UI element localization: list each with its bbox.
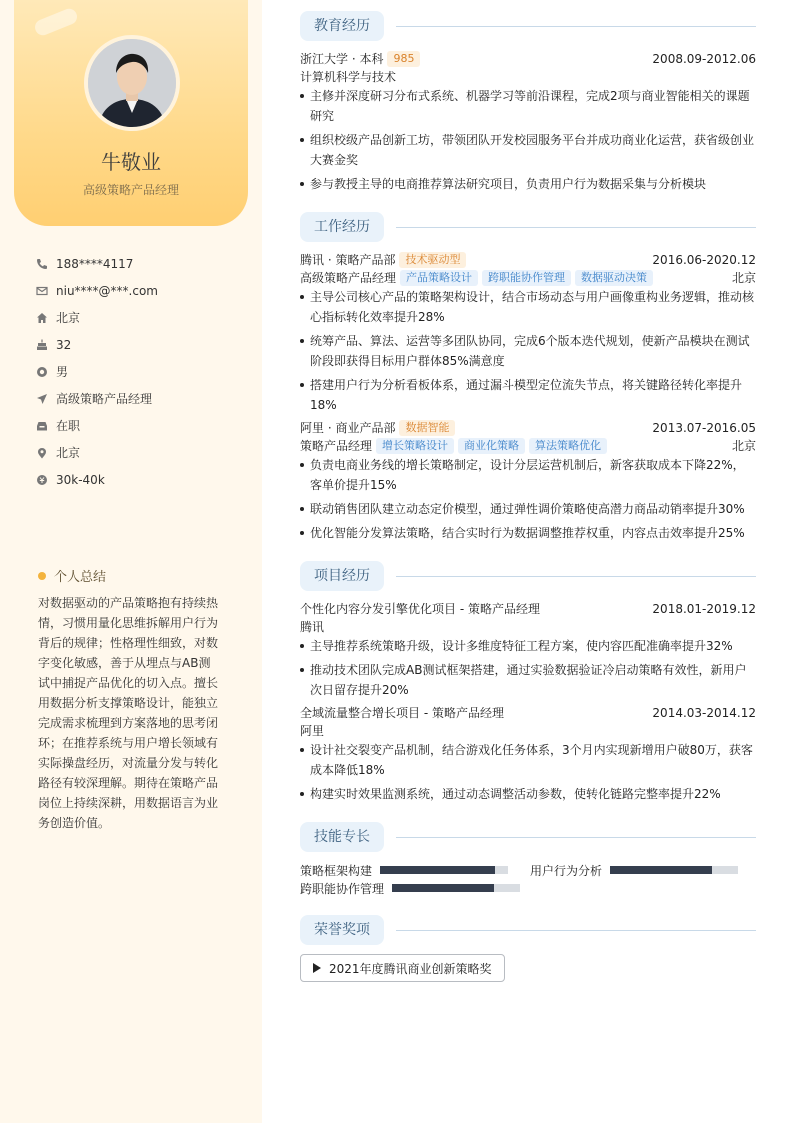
- summary-heading: [38, 566, 106, 585]
- project-company: 腾讯: [300, 620, 325, 634]
- skill-bar-fill: [392, 884, 494, 892]
- job-city: 北京: [731, 439, 756, 453]
- list-item: 主导公司核心产品的策略架构设计，结合市场动态与用户画像重构业务逻辑，推动核心指标转化效率提升28%: [300, 287, 756, 327]
- list-item: 优化智能分发算法策略，结合实时行为数据调整推荐权重，内容点击效率提升25%: [300, 523, 756, 543]
- play-triangle-icon: [313, 963, 321, 973]
- section-education: [300, 11, 756, 41]
- section-projects: [300, 561, 756, 591]
- sidebar: [0, 0, 262, 1123]
- education-bullets: [300, 86, 756, 198]
- skill-bar-track: [380, 866, 508, 874]
- contact-value: 男: [56, 365, 69, 379]
- school-tag: 985: [387, 51, 420, 67]
- contact-hometown: [36, 304, 246, 331]
- list-item: 统筹产品、算法、运营等多团队协同，完成6个版本迭代规划，使新产品模块在测试阶段即获得目标用户群体85%满意度: [300, 331, 756, 371]
- list-item: 负责电商业务线的增长策略制定，设计分层运营机制后，新客获取成本下降22%，客单价提升15%: [300, 455, 756, 495]
- contact-value: 30k-40k: [56, 472, 105, 487]
- skill-tag: 商业化策略: [458, 438, 525, 454]
- job-city: 北京: [731, 271, 756, 285]
- job-role: 高级策略产品经理: [300, 271, 397, 285]
- send-icon: [36, 393, 48, 405]
- contact-value: 在职: [56, 419, 81, 433]
- project-period: 2014.03-2014.12: [652, 706, 756, 720]
- section-awards: [300, 915, 756, 945]
- project-header: [300, 704, 756, 722]
- contact-email: [36, 277, 246, 304]
- avatar: [88, 39, 176, 127]
- section-divider: [396, 837, 756, 838]
- contact-value: niu****@***.com: [56, 283, 158, 298]
- contact-position: [36, 385, 246, 412]
- skill-item: [530, 861, 738, 879]
- project-bullets: [300, 740, 756, 808]
- section-title: 荣誉奖项: [300, 915, 384, 945]
- skill-bar-fill: [610, 866, 712, 874]
- section-title: 技能专长: [300, 822, 384, 852]
- section-work: [300, 212, 756, 242]
- skill-name: 策略框架构建: [300, 863, 373, 878]
- contact-status: [36, 412, 246, 439]
- person-title: 高级策略产品经理: [82, 183, 179, 197]
- job-company: 腾讯 · 策略产品部: [300, 253, 396, 267]
- section-title: 教育经历: [300, 11, 384, 41]
- summary-text: 对数据驱动的产品策略抱有持续热情，习惯用量化思维拆解用户行为背后的规律；性格理性细致，对数字变化敏感，善于从埋点与AB测试中捕捉产品优化的切入点。擅长用数据分析支撑策略设计，能独立完成需求梳理到方案落地的思考闭环；在推荐系统与用户增长领域有实际操盘经历，对流量分发与转化路径有较深理解。期待在策略产品岗位上持续深耕，用数据语言为业务创造价值。: [38, 596, 219, 830]
- location-pin-icon: [36, 447, 48, 459]
- project-name: 个性化内容分发引擎优化项目 - 策略产品经理: [300, 602, 540, 616]
- list-item: 设计社交裂变产品机制，结合游戏化任务体系，3个月内实现新增用户破80万，获客成本降低18%: [300, 740, 756, 780]
- job-company-tag: 数据智能: [399, 420, 455, 436]
- job-period: 2016.06-2020.12: [652, 253, 756, 267]
- award-label: 2021年度腾讯商业创新策略奖: [329, 961, 492, 976]
- contact-age: [36, 331, 246, 358]
- avatar-portrait: [88, 39, 176, 127]
- section-title: 项目经历: [300, 561, 384, 591]
- phone-icon: [36, 258, 48, 270]
- school-name: 浙江大学 · 本科: [300, 52, 384, 66]
- section-divider: [396, 576, 756, 577]
- section-divider: [396, 227, 756, 228]
- summary-heading-label: 个人总结: [54, 570, 107, 585]
- contact-value: 北京: [56, 311, 81, 325]
- skill-bar-track: [392, 884, 520, 892]
- list-item: 主导推荐系统策略升级，设计多维度特征工程方案，使内容匹配准确率提升32%: [300, 636, 756, 656]
- skill-tag: 算法策略优化: [529, 438, 607, 454]
- job-company: 阿里 · 商业产品部: [300, 421, 396, 435]
- section-skills: [300, 822, 756, 852]
- list-item: 构建实时效果监测系统，通过动态调整活动参数，使转化链路完整率提升22%: [300, 784, 756, 804]
- list-item: 联动销售团队建立动态定价模型，通过弹性调价策略使高潜力商品动销率提升30%: [300, 499, 756, 519]
- job-role: 策略产品经理: [300, 439, 373, 453]
- project-period: 2018.01-2019.12: [652, 602, 756, 616]
- home-icon: [36, 312, 48, 324]
- bullet-dot-icon: [38, 572, 46, 580]
- cake-icon: [36, 339, 48, 351]
- project-name: 全域流量整合增长项目 - 策略产品经理: [300, 706, 504, 720]
- contact-value: 188****4117: [56, 256, 134, 271]
- skill-name: 用户行为分析: [530, 863, 603, 878]
- salary-icon: [36, 474, 48, 486]
- job-bullets: [300, 455, 756, 547]
- skill-tag: 产品策略设计: [400, 270, 478, 286]
- job-bullets: [300, 287, 756, 419]
- contact-list: [36, 250, 246, 493]
- list-item: 推动技术团队完成AB测试框架搭建，通过实验数据验证冷启动策略有效性，新用户次日留存提升20%: [300, 660, 756, 700]
- skill-tag: 数据驱动决策: [575, 270, 653, 286]
- contact-salary: [36, 466, 246, 493]
- list-item: 主修并深度研习分布式系统、机器学习等前沿课程，完成2项与商业智能相关的课题研究: [300, 86, 756, 126]
- job-role-row: [300, 269, 756, 287]
- section-title: 工作经历: [300, 212, 384, 242]
- education-period: 2008.09-2012.06: [652, 52, 756, 66]
- skill-item: [300, 861, 508, 879]
- mail-icon: [36, 285, 48, 297]
- project-header: [300, 600, 756, 618]
- project-company: 阿里: [300, 724, 325, 738]
- contact-location: [36, 439, 246, 466]
- skill-bar-fill: [380, 866, 495, 874]
- skill-name: 跨职能协作管理: [300, 881, 385, 896]
- job-header: [300, 251, 756, 269]
- education-header: [300, 50, 756, 68]
- contact-value: 北京: [56, 446, 81, 460]
- section-divider: [396, 26, 756, 27]
- job-period: 2013.07-2016.05: [652, 421, 756, 435]
- skill-tag: 增长策略设计: [376, 438, 454, 454]
- contact-value: 高级策略产品经理: [56, 392, 153, 406]
- person-name: 牛敬业: [101, 150, 161, 174]
- contact-gender: [36, 358, 246, 385]
- contact-phone: [36, 250, 246, 277]
- skill-bar-track: [610, 866, 738, 874]
- job-role-row: [300, 437, 756, 455]
- award-item[interactable]: [300, 954, 505, 982]
- skill-item: [300, 879, 520, 897]
- inbox-icon: [36, 420, 48, 432]
- skill-tag: 跨职能协作管理: [482, 270, 571, 286]
- avatar-frame: [84, 35, 180, 131]
- list-item: 组织校级产品创新工坊，带领团队开发校园服务平台并成功商业化运营，获省级创业大赛金奖: [300, 130, 756, 170]
- education-major: 计算机科学与技术: [300, 70, 397, 84]
- gender-icon: [36, 366, 48, 378]
- job-header: [300, 419, 756, 437]
- decorative-pill: [33, 6, 80, 37]
- section-divider: [396, 930, 756, 931]
- job-company-tag: 技术驱动型: [399, 252, 466, 268]
- list-item: 搭建用户行为分析看板体系，通过漏斗模型定位流失节点，将关键路径转化率提升18%: [300, 375, 756, 415]
- contact-value: 32: [56, 337, 72, 352]
- list-item: 参与教授主导的电商推荐算法研究项目，负责用户行为数据采集与分析模块: [300, 174, 756, 194]
- profile-card: [14, 0, 248, 226]
- project-bullets: [300, 636, 756, 704]
